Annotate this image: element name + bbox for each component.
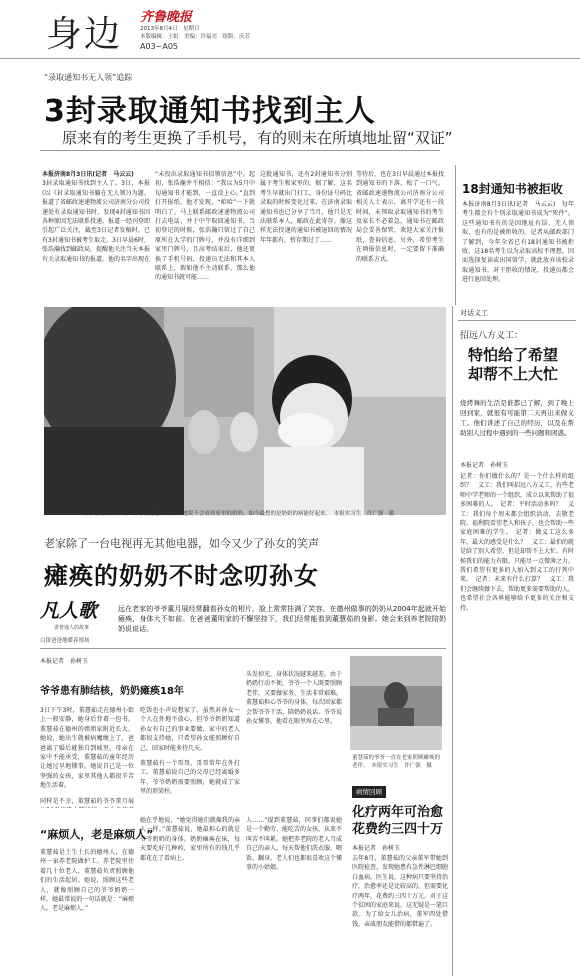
story1-col1-text: 3封录取通知书找到主人了。3日，本报(以《封录取通知书躺在无人领》)为题，报道了省邮政速递物流公司济南分公司投递处有录取通知书时，发现4封通知书因各种原因无法联系投递。报道一经刊登即引起广泛关注，截至3日记者发稿时，已有3封通知书被考生取走。3日早晨6时，张浩瀚找到邮政局，提醒他关注当天本报有关录取通知书的报道。他的名字出现在 xyxy=(42,180,150,263)
story1-column-3 xyxy=(260,170,352,300)
column-label-text: 对话义工 xyxy=(460,309,488,317)
column-label xyxy=(460,308,488,318)
story1-col2-text: “未投出录取通知书招领信息”中。起初，张浩瀚并不相信：“我以为5月中旬通知书才能到，一直没上心。”直到打开报纸，他才发现，“咱哈”一下就明白了。马上联系邮政速递物流公司打去电话，并于中午取回通知书。当初登记的时候，张浩瀚只留过了自己原所在大学的门牌号，并没有详细到家里门牌号，且高考结束后，他还更换了手机号码，投递员无法和其本人联系上，假如他不主动联系，那么他的通知书就可能…… xyxy=(155,171,255,282)
sidebar-headline: 18封通知书被拒收 xyxy=(462,182,563,196)
story2-subhead-1: 爷爷患有肺结核，奶奶瘫痪18年 xyxy=(40,686,184,697)
column-kicker: 招远八方义工： xyxy=(460,331,524,341)
column-qa: 记者：你们做什么的？是一个什么样的组织？ 义工：我们叫招远八方义工，有些老师中学老师的一个组织，成立以来帮助了很多困难的人。 记者：平时活动多吗？ 义工：我们每个周末都会组织活动，去敬老院、福利院看望老人和孩子，也会帮助一些家庭困难的学生。 记者：做义工这么多年，最大的感受是什么？ 义工：最怕的就是给了别人希望，但是却帮不上大忙。有时候我们的能力有限，只能尽一点微薄之力。我们希望有更多的人加入到义工的行列中来。 记者：未来有什么打算？ 义工：我们会继续做下去，帮助更多需要帮助的人，也希望社会各界能够给予更多的关注和支持。 xyxy=(460,473,574,612)
story2-col5-text: 她在乎地说，“她觉得她们就像我的亲人一样。”董慧茹说，她最担心的就是爷爷奶奶的身体。奶奶瘫痪在床，每天要吃好几种药，家里所有的钱几乎都花在了看病上。 xyxy=(140,817,240,862)
story2-para-1a: 3日下午3时，董慧茹走在德州小街上一般安静，她身后背着一包书。董慧茹在德州的姐姐家附近长大。她说，她出生就被病魔缠上了，爸爸离了婚后就独自到城里。母亲在家中不能承受，董慧茹的童年经历让她过早地懂事。她说自己是一位坚强的女孩，家里其他人都很辛苦地生活着。 xyxy=(40,707,134,790)
story2-lede: 远在老家的爷爷董月展经常翻看孙女的相片，脸上常常挂满了笑容。在德州做事的奶奶从2004年起就开始瘫痪，身体大不如前。在爸爸董明家的不懈坚持下，我们经常能看到董慧茹的身影。她会来到养老院陪奶奶说说话。 xyxy=(118,605,446,633)
sidebar-divider xyxy=(455,165,456,305)
inset-photo-illustration xyxy=(350,656,442,750)
column-logo-title: 凡人歌 xyxy=(40,600,98,622)
inset-photo xyxy=(350,656,442,750)
story2-headline: 瘫痪的奶奶不时念叨孙女 xyxy=(44,562,319,590)
story1-kicker xyxy=(44,72,132,83)
story2-byline: 本报记者 孙树玉 xyxy=(40,658,89,665)
sidebar-body: 本报济南8月3日讯(记者 马云云) 每年考生都会有个别录取通知书成为“死件”。这些通知书有的是因地址有误、无人领取，也有的是被拒收的。记者从邮政部门了解到，今年全省已有18封通知书被拒收。这18名考生以为录取高校不理想，因而选择复读或出国留学，就此放弃该校录取通知书。对于拒收的情况，投递员都会进行退回处理。 xyxy=(462,201,574,284)
story2-col6-text: 人……”提到董慧茹，同事们都说她是一个勤劳、能吃苦的女孩，从来不叫苦不叫累。她把养老院的老人当成自己的亲人，每天帮他们洗衣服、喂饭、翻身。老人们也都很喜欢这个懂事的小姑娘。 xyxy=(246,817,342,872)
story2-para-2a: 吃饭也小声说想家了。虽然对孙女一个人在外地不放心，但爷爷奶奶知道孙女有自己的事业要做，家中的老人都很支持她，只希望孙女能照顾好自己，回家时能多待几天。 xyxy=(140,707,240,752)
story2-para-1b: 同样是不幸，董慧茹的爷爷董月展 xyxy=(40,797,134,805)
story2-col2-text xyxy=(140,700,240,808)
story1-rule xyxy=(40,150,440,151)
story3-byline: 本报记者 孙树玉 xyxy=(352,845,401,852)
kicker-text: “录取通知书无人领”追踪 xyxy=(44,73,133,82)
issue-date: 2013年8月4日 星期日 xyxy=(140,26,200,32)
photo-caption: 3日，在德州市，义工和小孩董慧茹鼓掌。她说不会看到家里的奶奶，如今最想的是奶奶的病能好起来。 本报实习生 许广强 摄 xyxy=(80,511,395,517)
main-photo xyxy=(44,307,446,515)
story1-column-2 xyxy=(155,170,255,300)
column-byline: 本报记者 孙树玉 xyxy=(460,462,509,469)
column-logo xyxy=(40,596,110,632)
story1-column-4 xyxy=(356,170,444,300)
photo-illustration xyxy=(44,307,446,515)
story3-headline: 化疗两年可治愈 花费约三四十万 xyxy=(352,805,444,837)
story1-col3-text: 这批通知书，还有2封通知书分别属于考生和家里的。据了解，这名考生早就出门打工，身份证号码比录取的时候变化过来，在济南录取通知书也已分享了当月，他只是无法联系本人，邮政在此寄存。像这样无法投递的通知书被退回的情况年年都有，暂存期过了…… xyxy=(260,171,352,244)
column-headline: 特怕给了希望却帮不上大忙 xyxy=(468,346,559,383)
story2-col1-text xyxy=(40,700,134,808)
story1-byline: 本报济南8月3日讯(记者 马云云) xyxy=(42,171,134,178)
column-label-rule xyxy=(458,320,576,321)
column-intro: 烧烤舞的生活是谁都已了解，到了晚上回到家，就很有可能第二天再出来做义工。他们讲述了自己的经历，以及在帮助别人过程中遇到的一些问题和困惑。 xyxy=(460,399,574,437)
brand-logo: 齐鲁晚报 xyxy=(140,10,193,25)
story2-subhead-2: “麻烦人，老是麻烦人” xyxy=(40,828,154,841)
story2-col4-text: 董慧茹是土生土长的德州人，在德州一家养老院做护工。养老院里住着几十位老人，董慧茹负责照顾他们的生活起居。她说，照顾这些老人，就像照顾自己的爷爷奶奶一样。她最常说的一句话就是：“麻烦人，老是麻烦人。” xyxy=(40,849,134,913)
story1-subhead: 原来有的考生更换了手机号，有的则未在所填地址留“双证” xyxy=(62,129,453,147)
page-range: A03~A05 xyxy=(140,42,179,51)
small-caption: 白银爸爸地暖养殖场 xyxy=(40,638,90,644)
story1-headline: 3封录取通知书找到主人 xyxy=(44,94,376,129)
story3-body: 去年8月，董慧茹的父亲董军带她到医院检查，发现她患有急性淋巴细胞白血病。医生说，这种病只要坚持治疗，治愈率还是比较高的，但需要化疗两年，花费约三四十万元。对于这个贫困的家庭来说，这无疑是一笔巨款。为了给女儿治病，董军四处借钱，亲戚朋友能借的都借遍了。 xyxy=(352,855,448,928)
story1-col4-text: 等待后，也在3日早晨通过本报找到通知书的下落，松了一口气。省邮政速递物流公司济南分公司相关人士表示，离开学还有一段时间，未领取录取通知书的考生及家长不必着急，通知书在邮政局会妥善保管，欢迎大家关注报纸，查询信息。另外，希望考生在填报信息时，一定要留下准确的联系方式。 xyxy=(356,171,444,263)
right-column-divider xyxy=(452,306,453,976)
lede-rule xyxy=(40,648,446,649)
story2-para-2b: 董慧茹有一个哥哥，哥哥常年在外打工。董慧茹说自己的父母已经离婚多年，爷爷奶奶需要照顾，她就成了家里的顶梁柱。 xyxy=(140,760,240,796)
story2-col3-text: 头发掉光，身体状况越来越差。由于奶奶行动不便，爷爷一个人既要照顾老伴，又要做家务，生活非常艰难。董慧茹担心爷爷的身体，每次回家都会帮爷爷干活，陪奶奶说话。爷爷说孙女懂事，他看在眼里疼在心里。 xyxy=(246,671,342,726)
story2-kicker: 老家除了一台电视再无其他电器，如今又少了孙女的笑声 xyxy=(44,537,319,550)
editor-credits: 本版编辑：王娟 美编：许福亮 组版：庆芳 xyxy=(140,34,251,40)
story1-column-1 xyxy=(42,170,150,290)
story3-label xyxy=(352,786,386,798)
masthead-rule xyxy=(0,58,580,59)
story3-label-text: 病情回顾 xyxy=(356,788,382,796)
column-logo-sub: 讲普通人的故事 xyxy=(54,625,90,631)
section-title: 身边 xyxy=(46,14,123,55)
inset-caption: 董慧茹的爷爷一直在老家照顾瘫痪的老伴。 本报实习生 许广强 摄 xyxy=(352,755,441,769)
